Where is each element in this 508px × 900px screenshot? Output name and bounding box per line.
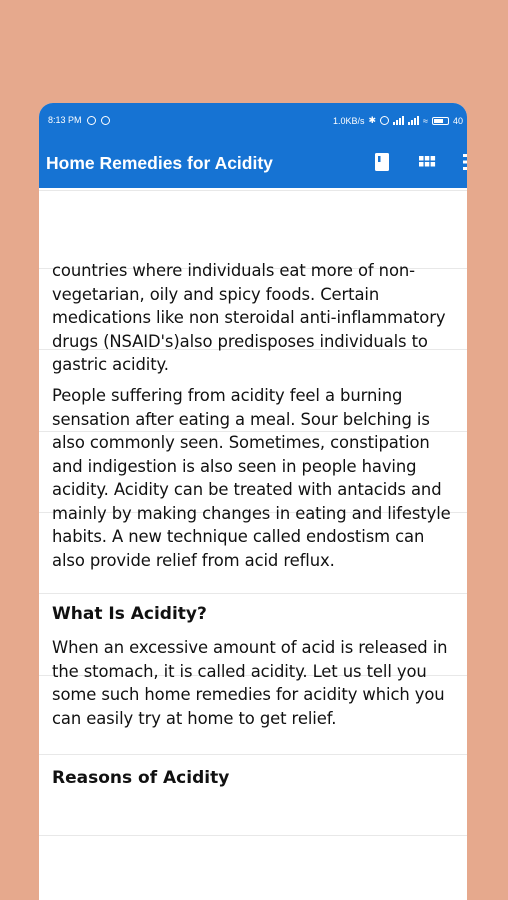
battery-icon	[432, 117, 449, 125]
divider	[39, 593, 467, 594]
status-bar	[39, 103, 467, 136]
battery-level: 40	[452, 115, 463, 126]
phone-screen	[39, 103, 467, 900]
notification-icon	[87, 116, 96, 125]
status-left	[48, 115, 110, 125]
status-time: 8:13 PM	[48, 115, 82, 125]
wifi-icon: ≈	[423, 115, 428, 126]
divider	[39, 190, 467, 191]
section-heading-what-is-acidity: What Is Acidity?	[52, 604, 207, 624]
signal-icon	[393, 116, 404, 125]
network-speed: 1.0KB/s	[332, 115, 365, 126]
grid-icon[interactable]	[417, 152, 437, 172]
divider	[39, 754, 467, 755]
bluetooth-icon: ✱	[368, 115, 377, 125]
article-paragraph-1: countries where individuals eat more of non-vegetarian, oily and spicy foods. Certain medications like non steroidal anti-inflammatory drugs (NSAID's)also predisposes individuals to gastric acidity.	[52, 261, 446, 374]
article-paragraph-2: People suffering from acidity feel a burning sensation after eating a meal. Sour belching is also commonly seen. Sometimes, constipation and indigestion is also seen in people having acidity. Acidity can be treated with antacids and mainly by making changes in eating and lifestyle habits. A new technique called endostism can also provide relief from acid reflux.	[52, 386, 451, 570]
book-icon[interactable]	[372, 152, 392, 172]
app-title: Home Remedies for Acidity	[46, 153, 273, 173]
article-paragraph-3: When an excessive amount of acid is released in the stomach, it is called acidity. Let us tell you some such home remedies for acidity which you can easily try at home to get relief.	[52, 638, 448, 728]
signal-icon-2	[408, 116, 419, 125]
more-vert-icon[interactable]	[457, 152, 467, 172]
section-heading-reasons: Reasons of Acidity	[52, 768, 230, 788]
divider	[39, 835, 467, 836]
app-bar	[39, 136, 467, 188]
article-content[interactable]	[39, 188, 467, 900]
notification-icon-2	[101, 116, 110, 125]
status-right	[333, 115, 463, 126]
alarm-icon	[380, 116, 389, 125]
